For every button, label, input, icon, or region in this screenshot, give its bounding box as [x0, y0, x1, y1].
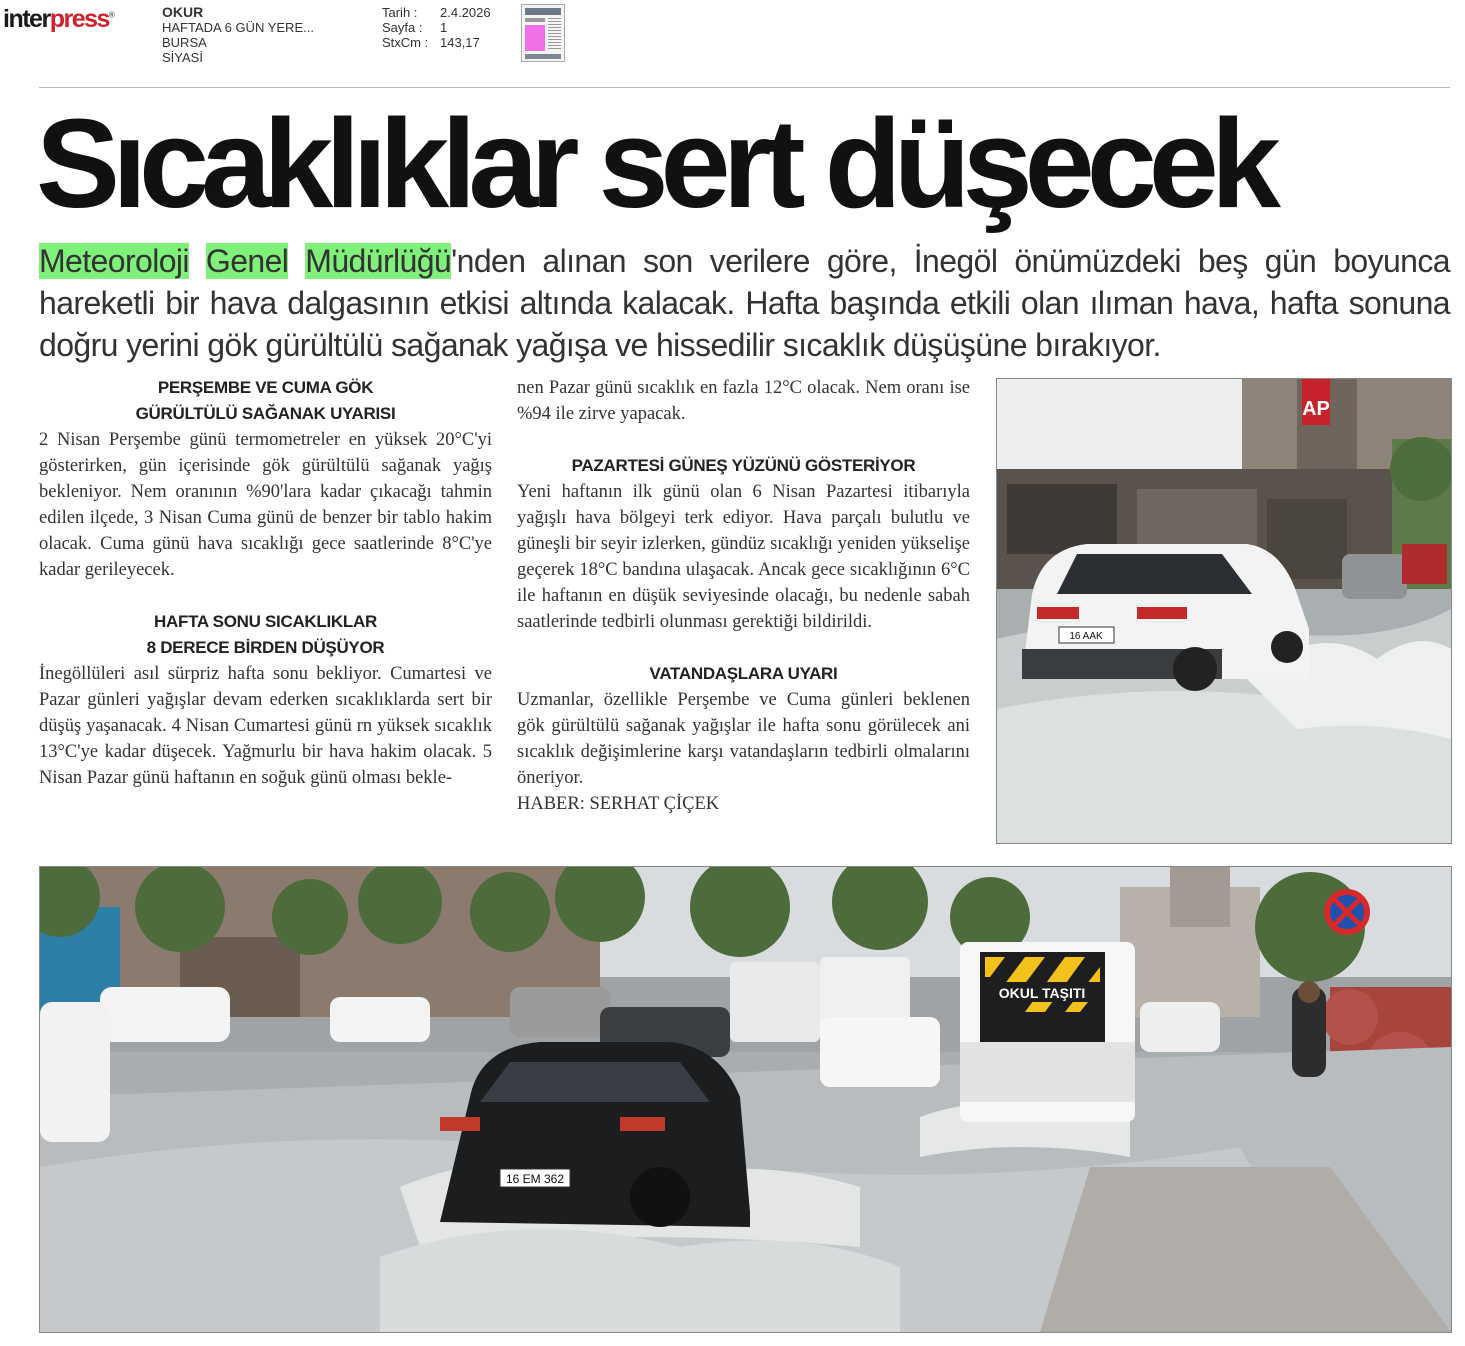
lead-text: 'nden alınan son verilere göre, İnegöl önümüzdeki beş gün boyunca hareketli bir hava dalgasının etkisi altında kalacak. Hafta başında etkili olan ılıman hava, hafta sonuna doğru yerini gök gürültülü sağanak yağışa ve hissedilir sıcaklık düşüşüne bırakıyor. [39, 243, 1450, 363]
article-column-1 [39, 375, 492, 791]
logo-accent: press [49, 5, 109, 33]
photo-1-sign-text: AP [1302, 398, 1330, 420]
header-divider [39, 87, 1450, 88]
publication-name: OKUR [162, 4, 204, 20]
clipping-info [382, 5, 491, 50]
photo-1-plate: 16 AAK [1069, 631, 1103, 642]
interpress-logo [3, 5, 115, 34]
section-2-body-part-1: İnegöllüleri asıl sürpriz hafta sonu bekliyor. Cumartesi ve Pazar günleri yağışlar devam ederken sıcaklıklarda sert bir düşüş yaşanacak. 4 Nisan Cumartesi günü rn yüksek sıcaklık 13°C'ye kadar düşecek. Yağmurlu bir hava hakim olacak. 5 Nisan Pazar günü haftanın en soğuk günü olması bekle- [39, 664, 492, 788]
logo-main: inter [3, 5, 50, 33]
info-stxcm-label: StxCm : [382, 35, 429, 50]
section-4-heading: VATANDAŞLARA UYARI [649, 664, 838, 683]
info-date-label: Tarih : [382, 5, 418, 20]
page-thumbnail[interactable] [521, 4, 565, 62]
section-2-body-part-2: nen Pazar günü sıcaklık en fazla 12°C olacak. Nem oranı ise %94 ile zirve yapacak. [517, 378, 970, 424]
logo-registered-mark: ® [108, 10, 115, 20]
section-3-body: Yeni haftanın ilk günü olan 6 Nisan Pazartesi itibarıyla yağışlı hava bölgeyi terk ediyor. Hava parçalı bulutlu ve güneşli bir seyir izlerken, gündüz sıcaklığı yeniden yükselişe geçerek 18°C bandına ulaşacak. Ancak gece sıcaklığının 6°C ile haftanın en düşük seviyesinde olacağı, bu nedenle sabah saatlerinde tedbirli olunması gerektiği bildirildi. [517, 482, 970, 632]
section-2-heading-line-1: HAFTA SONU SICAKLIKLAR [154, 612, 377, 631]
article-headline: Sıcaklıklar sert düşecek [36, 93, 1273, 234]
info-date-value: 2.4.2026 [440, 5, 491, 20]
photo-1-illustration [997, 379, 1451, 843]
lead-highlight-3: Müdürlüğü [305, 243, 452, 279]
lead-highlight-2: Genel [205, 243, 289, 279]
photo-flooded-avenue [39, 866, 1452, 1333]
info-page [382, 20, 491, 35]
section-1-heading [39, 375, 492, 427]
section-2-heading-line-2: 8 DERECE BİRDEN DÜŞÜYOR [146, 638, 385, 657]
photo-2-van-sign: OKUL TAŞITI [998, 985, 1086, 1001]
info-page-value: 1 [440, 20, 448, 35]
info-page-label: Sayfa : [382, 20, 423, 35]
section-3-heading: PAZARTESİ GÜNEŞ YÜZÜNÜ GÖSTERİYOR [571, 456, 916, 475]
article-lead [39, 240, 1450, 366]
section-line-3: SİYASİ [162, 50, 203, 65]
section-1-heading-line-1: PERŞEMBE VE CUMA GÖK [157, 378, 374, 397]
article-byline: HABER: SERHAT ÇİÇEK [517, 794, 720, 814]
section-line-2: BURSA [162, 35, 207, 50]
publication-meta [162, 5, 314, 65]
section-line-1: HAFTADA 6 GÜN YERE... [162, 20, 314, 35]
section-2-heading [39, 609, 492, 661]
photo-2-illustration [40, 867, 1451, 1332]
article-column-2 [517, 375, 970, 817]
photo-flooded-street-suv [996, 378, 1452, 844]
info-date [382, 5, 491, 20]
section-1-heading-line-2: GÜRÜLTÜLÜ SAĞANAK UYARISI [135, 404, 396, 423]
section-1-body: 2 Nisan Perşembe günü termometreler en yüksek 20°C'yi gösterirken, gün içerisinde gök gürültülü sağanak yağış bekleniyor. Nem oranının %90'lara kadar çıkacağı tahmin edilen ilçede, 3 Nisan Cuma günü de benzer bir tablo hakim olacak. Cuma günü hava sıcaklığı gece saatlerinde 8°C'ye kadar gerileyecek. [39, 430, 492, 580]
info-stxcm-value: 143,17 [440, 35, 480, 50]
photo-2-plate: 16 EM 362 [505, 1172, 565, 1186]
info-stxcm [382, 35, 491, 50]
lead-highlight-1: Meteoroloji [39, 243, 189, 279]
section-4-body: Uzmanlar, özellikle Perşembe ve Cuma günleri beklenen gök gürültülü sağanak yağışlar ile hafta sonu görülecek ani sıcaklık değişimlerine karşı vatandaşların tedbirli olmalarını öneriyor. [517, 690, 970, 788]
